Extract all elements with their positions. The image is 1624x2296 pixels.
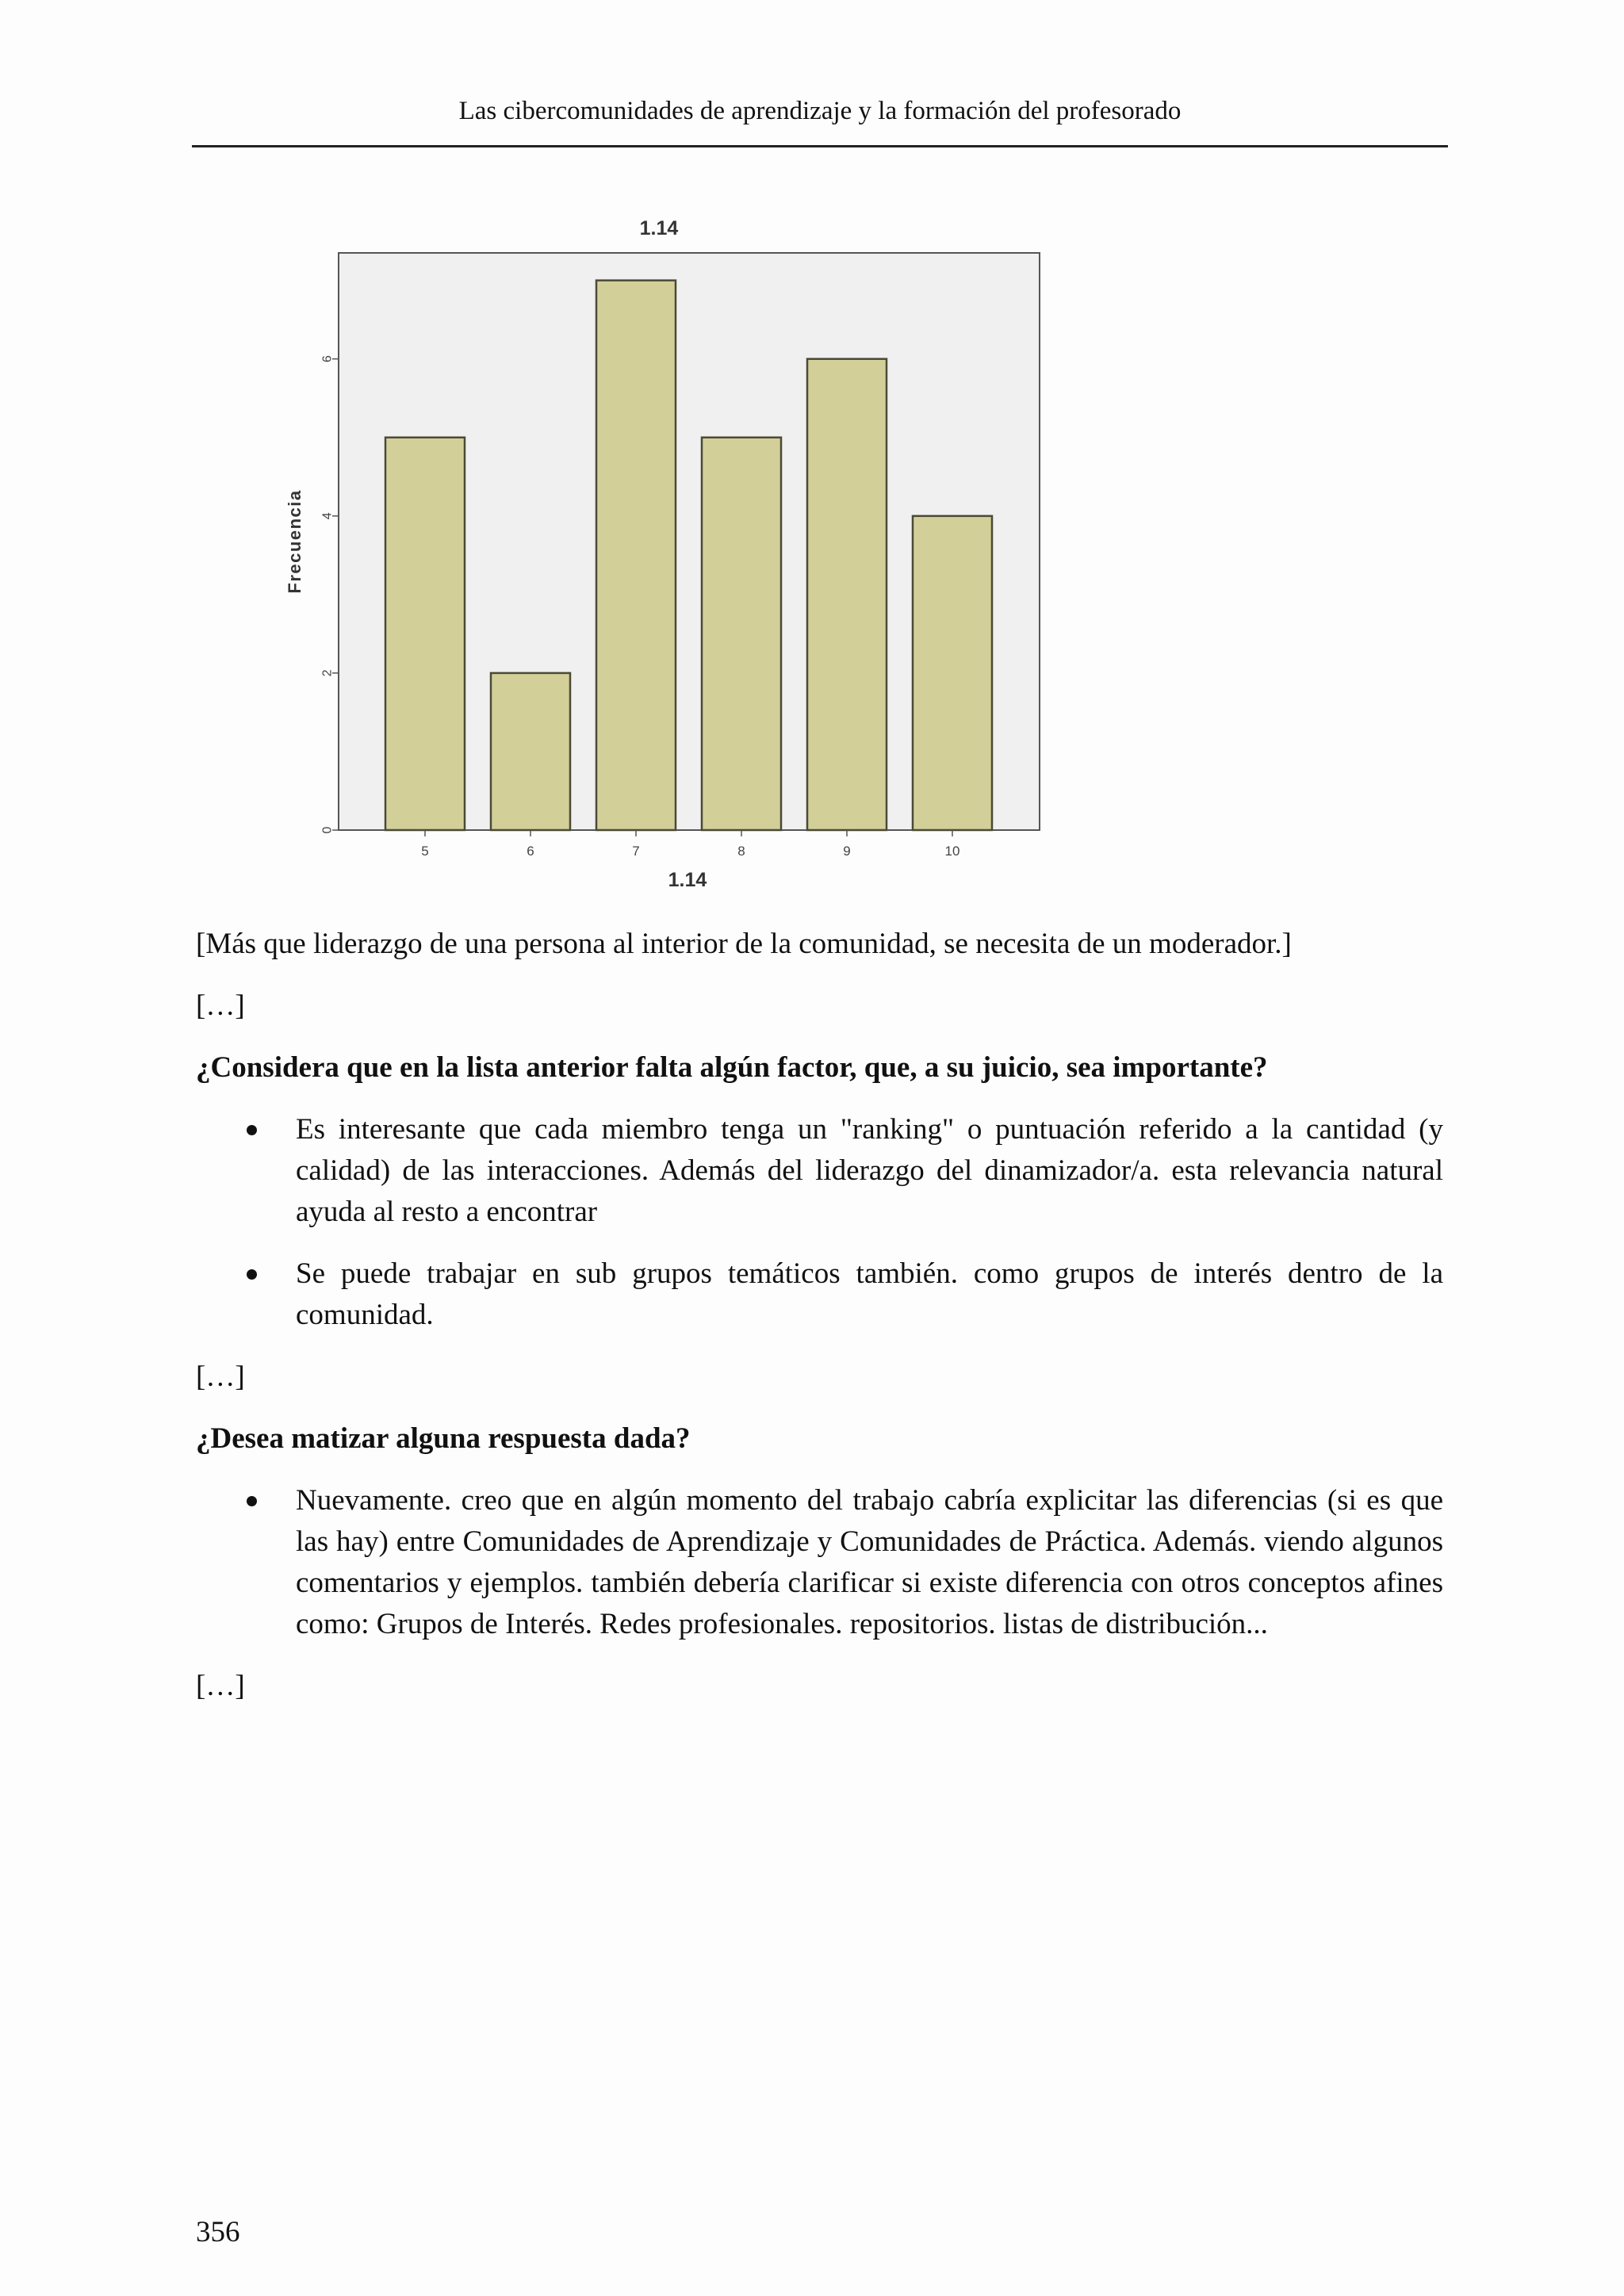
- x-tick-label: 10: [944, 844, 960, 859]
- quote-paragraph: [Más que liderazgo de una persona al interior de la comunidad, se necesita de un moderador.]: [196, 928, 1292, 960]
- bullet-icon: [247, 1125, 257, 1135]
- frequency-bar-chart: [282, 214, 1074, 904]
- question-heading-2: ¿Desea matizar alguna respuesta dada?: [196, 1422, 691, 1455]
- list-item: [196, 1253, 1443, 1336]
- running-header: Las cibercomunidades de aprendizaje y la formación del profesorado: [458, 97, 1182, 125]
- list-item-text: Nuevamente. creo que en algún momento del trabajo cabría explicitar las diferencias (si es que las hay) entre Comunidades de Aprendizaje y Comunidades de Práctica. Además. viendo algunos comentarios y ejemplos. también debería clarificar si existe diferencia con otros conceptos afines como: Grupos de Interés. Redes profesionales. repositorios. listas de distribución...: [296, 1484, 1443, 1640]
- y-tick-label: 4: [320, 512, 335, 520]
- bar-5: [385, 438, 465, 830]
- x-tick-label: 7: [632, 844, 640, 859]
- x-axis-label: 1.14: [668, 869, 707, 891]
- question-heading-1: ¿Considera que en la lista anterior falta algún factor, que, a su juicio, sea importante?: [196, 1051, 1268, 1084]
- document-body: [196, 924, 1443, 1728]
- bar-9: [807, 359, 887, 830]
- x-tick-label: 6: [527, 844, 534, 859]
- answer-list-2: [196, 1480, 1443, 1645]
- list-item: [196, 1109, 1443, 1233]
- chart-svg: [282, 214, 1074, 904]
- y-axis: [321, 355, 339, 833]
- x-tick-label: 5: [421, 844, 429, 859]
- x-tick-label: 8: [737, 844, 745, 859]
- y-axis-label: Frecuencia: [285, 489, 304, 594]
- answer-list-1: [196, 1109, 1443, 1336]
- list-item: [196, 1480, 1443, 1645]
- bar-10: [913, 516, 992, 830]
- y-tick-label: 0: [320, 826, 335, 834]
- bar-8: [702, 438, 781, 830]
- bar-6: [491, 673, 570, 830]
- chart-title: 1.14: [639, 217, 679, 239]
- list-item-text: Se puede trabajar en sub grupos temáticos también. como grupos de interés dentro de la comunidad.: [296, 1257, 1443, 1331]
- bar-7: [596, 281, 676, 830]
- ellipsis-2: […]: [196, 1360, 245, 1393]
- page-number: 356: [196, 2216, 240, 2248]
- bullet-icon: [247, 1269, 257, 1280]
- ellipsis-3: […]: [196, 1670, 245, 1702]
- y-tick-label: 6: [320, 355, 335, 363]
- header-rule: [192, 145, 1448, 147]
- list-item-text: Es interesante que cada miembro tenga un "ranking" o puntuación referido a la cantidad (y calidad) de las interacciones. Además del liderazgo del dinamizador/a. esta relevancia natural ayuda al resto a encontrar: [296, 1113, 1443, 1228]
- ellipsis-1: […]: [196, 989, 245, 1022]
- x-axis: [421, 830, 959, 859]
- x-tick-label: 9: [843, 844, 851, 859]
- bullet-icon: [247, 1496, 257, 1506]
- y-tick-label: 2: [320, 669, 335, 677]
